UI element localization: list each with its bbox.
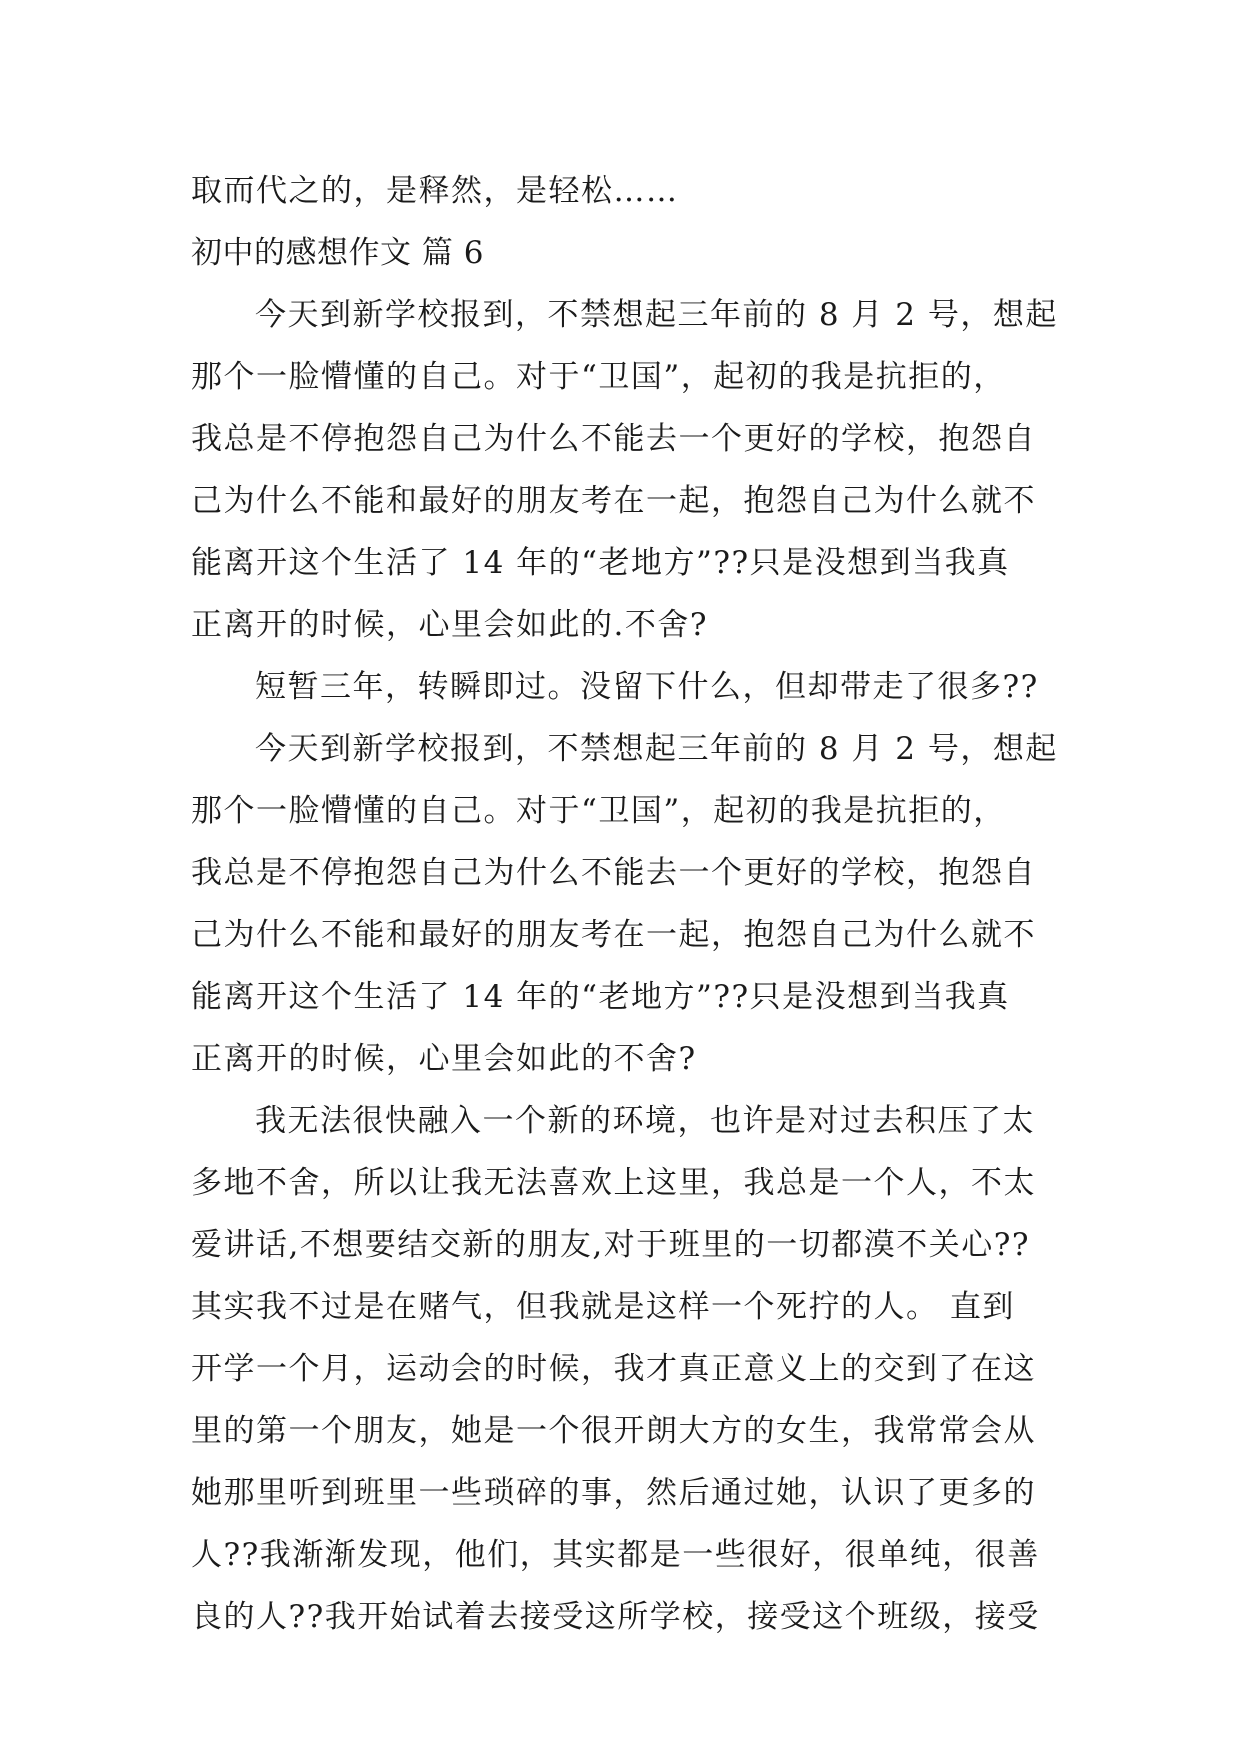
text-line: 我总是不停抱怨自己为什么不能去一个更好的学校，抱怨自	[191, 855, 1036, 891]
text-line: 正离开的时候，心里会如此的.不舍?	[191, 607, 708, 643]
text-line: 正离开的时候，心里会如此的不舍?	[191, 1041, 697, 1077]
text-line: 开学一个月，运动会的时候，我才真正意义上的交到了在这	[191, 1351, 1036, 1387]
text-line: 我总是不停抱怨自己为什么不能去一个更好的学校，抱怨自	[191, 421, 1036, 457]
text-line: 那个一脸懵懂的自己。对于“卫国”，起初的我是抗拒的，	[191, 359, 1006, 395]
text-line: 人??我渐渐发现，他们，其实都是一些很好，很单纯，很善	[191, 1537, 1040, 1573]
paragraph-first-line: 我无法很快融入一个新的环境，也许是对过去积压了太	[255, 1103, 1035, 1139]
paragraph-first-line: 今天到新学校报到，不禁想起三年前的 8 月 2 号，想起	[255, 731, 1058, 767]
text-line: 己为什么不能和最好的朋友考在一起，抱怨自己为什么就不	[191, 917, 1036, 953]
paragraph-first-line: 今天到新学校报到，不禁想起三年前的 8 月 2 号，想起	[255, 297, 1058, 333]
text-line: 其实我不过是在赌气，但我就是这样一个死拧的人。 直到	[191, 1289, 1015, 1325]
text-line: 爱讲话,不想要结交新的朋友,对于班里的一切都漠不关心??	[191, 1227, 1030, 1263]
text-line: 她那里听到班里一些琐碎的事，然后通过她，认识了更多的	[191, 1475, 1036, 1511]
text-line: 里的第一个朋友，她是一个很开朗大方的女生，我常常会从	[191, 1413, 1036, 1449]
text-line: 多地不舍，所以让我无法喜欢上这里，我总是一个人，不太	[191, 1165, 1036, 1201]
text-line: 那个一脸懵懂的自己。对于“卫国”，起初的我是抗拒的，	[191, 793, 1006, 829]
text-line: 取而代之的，是释然，是轻松……	[191, 173, 679, 209]
text-line: 能离开这个生活了 14 年的“老地方”??只是没想到当我真	[191, 979, 1010, 1015]
section-heading: 初中的感想作文 篇 6	[191, 235, 484, 271]
text-line: 己为什么不能和最好的朋友考在一起，抱怨自己为什么就不	[191, 483, 1036, 519]
document-body	[191, 160, 1058, 1648]
paragraph-first-line: 短暂三年，转瞬即过。没留下什么，但却带走了很多??	[255, 669, 1039, 705]
text-line: 能离开这个生活了 14 年的“老地方”??只是没想到当我真	[191, 545, 1010, 581]
text-line: 良的人??我开始试着去接受这所学校，接受这个班级，接受	[191, 1599, 1040, 1635]
